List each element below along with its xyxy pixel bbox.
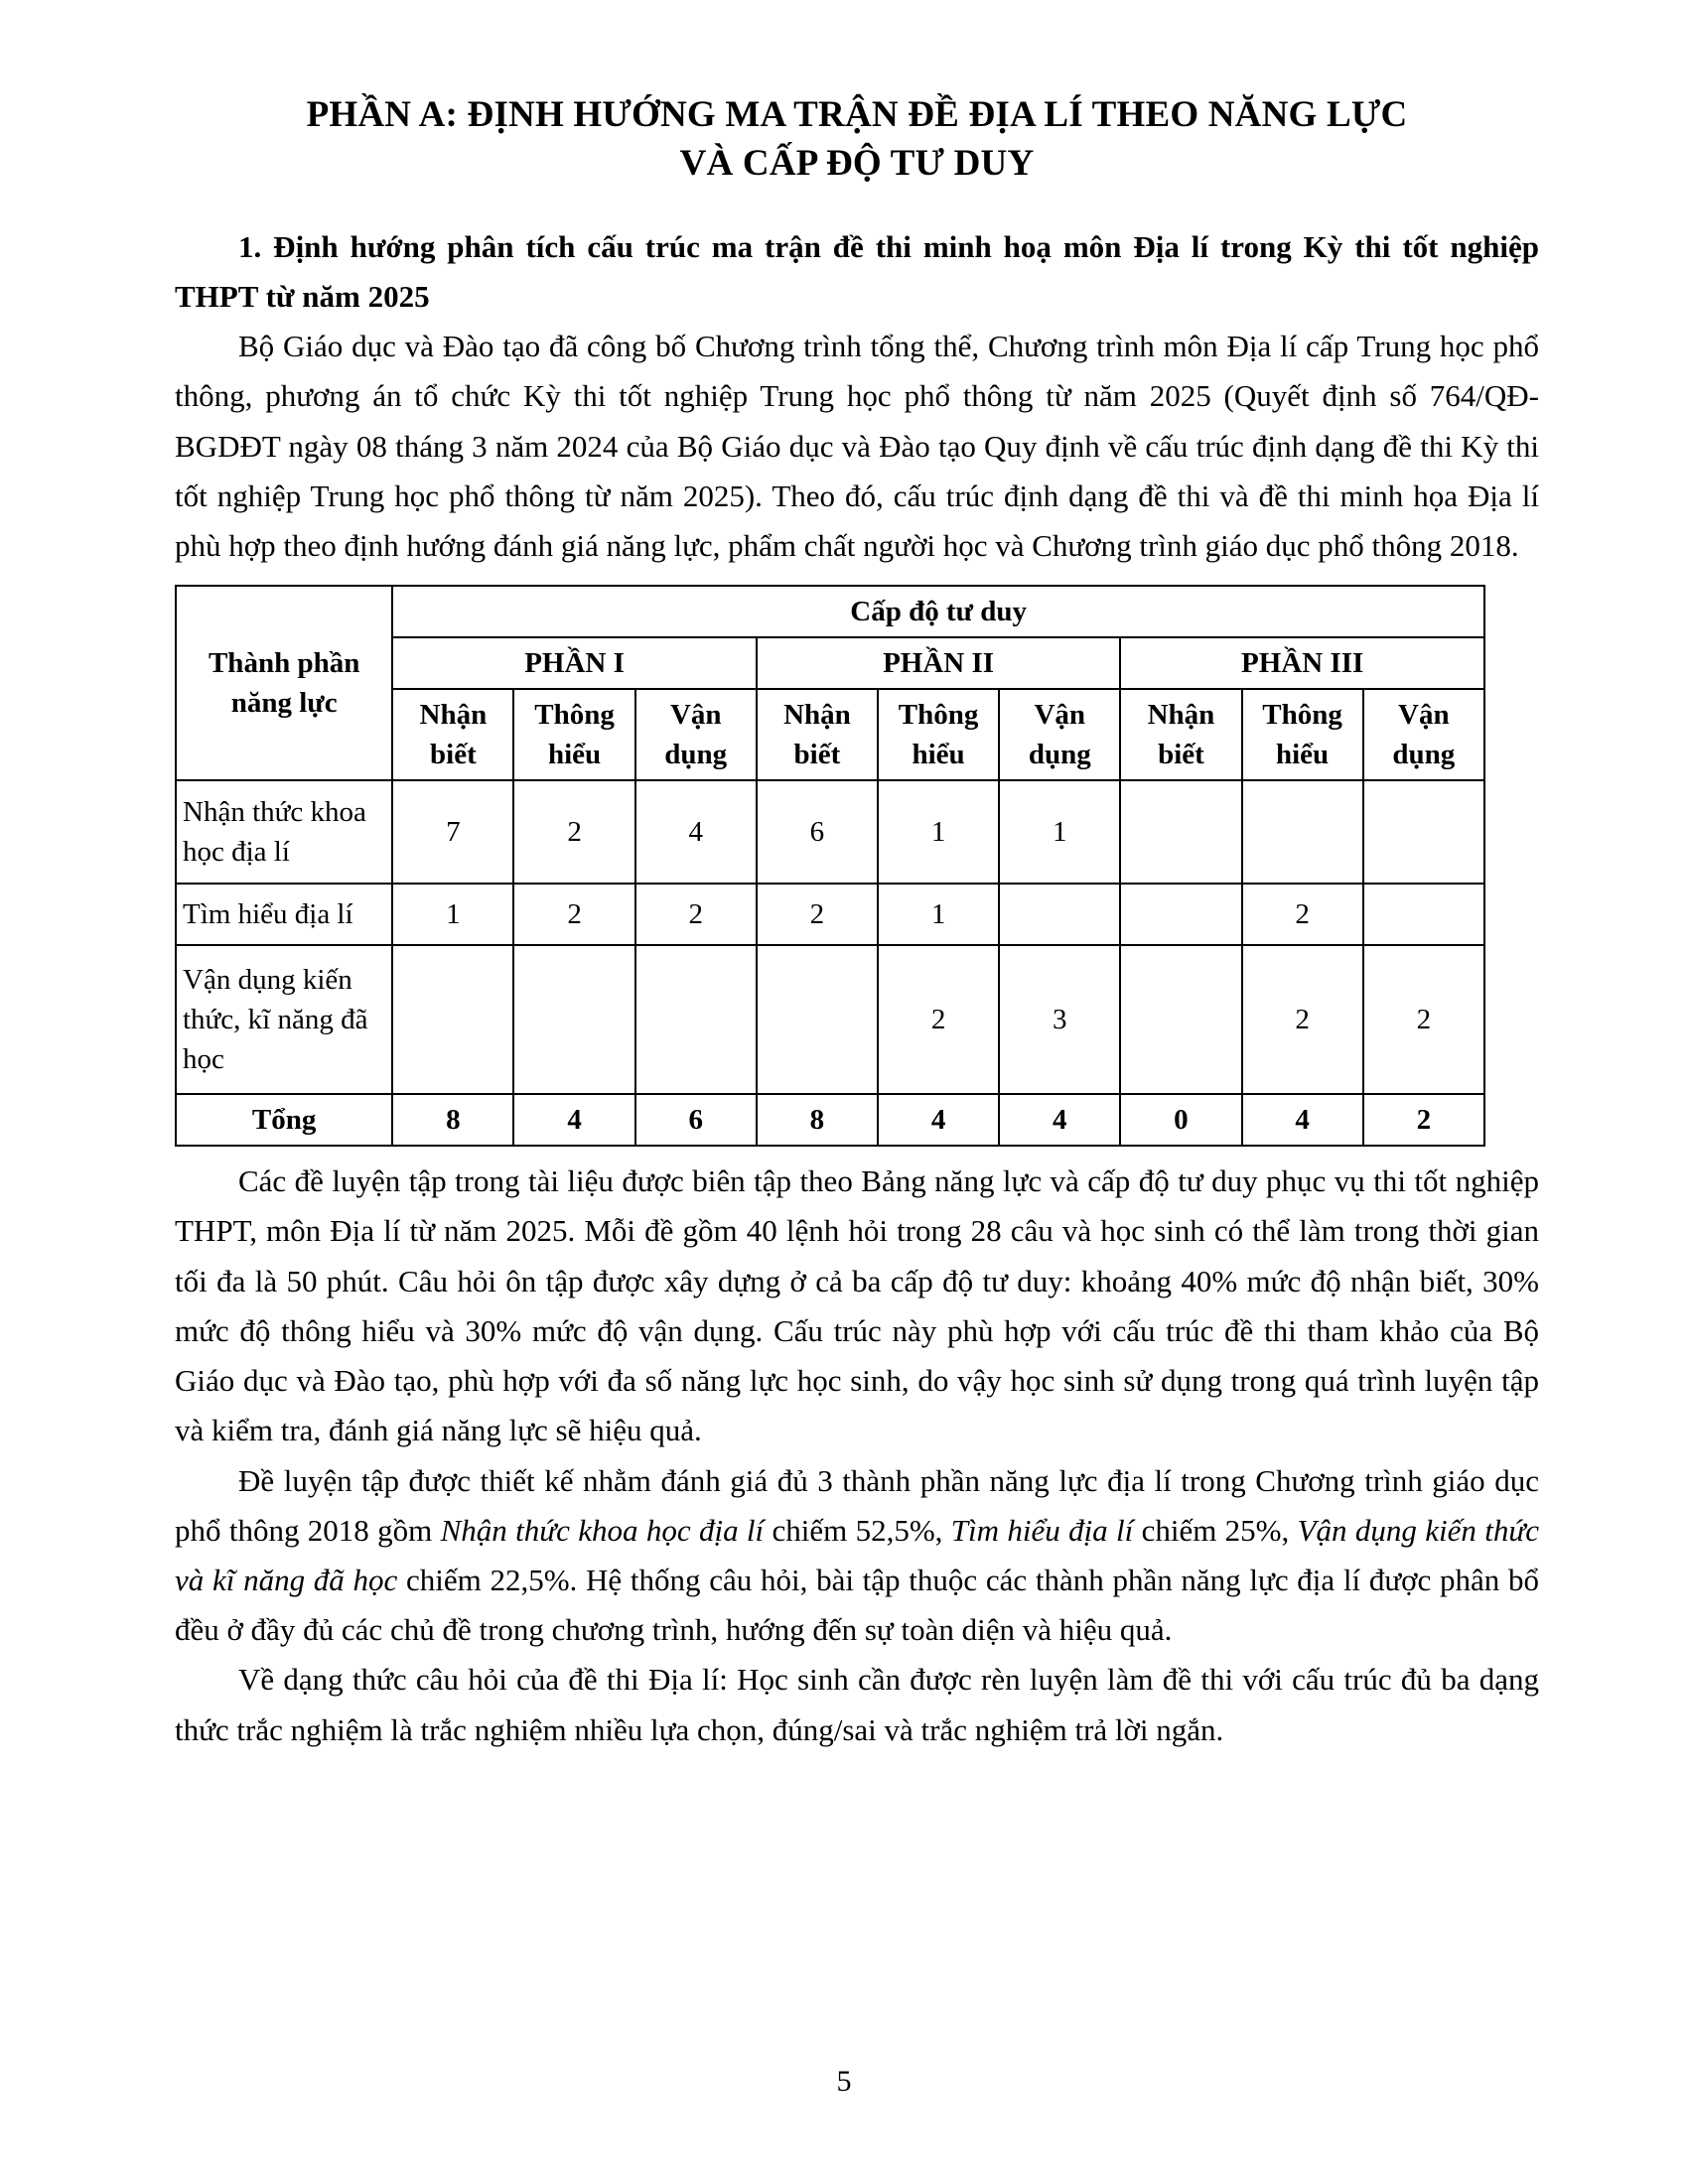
competency-text-3: chiếm 25%, [1133,1512,1298,1548]
table-cell: 2 [878,945,999,1094]
table-cell [757,945,878,1094]
table-row [176,884,1484,945]
table-cell: 2 [1242,945,1363,1094]
table-level-header-1: Nhận biết [392,689,513,780]
table-row-label: Tìm hiểu địa lí [176,884,392,945]
table-total-cell: 8 [392,1094,513,1146]
table-top-header: Cấp độ tư duy [392,586,1484,637]
table-cell: 2 [635,884,757,945]
table-row [176,780,1484,884]
table-total-cell: 4 [999,1094,1120,1146]
competency-emphasis-2: Tìm hiểu địa lí [950,1512,1134,1548]
page-number: 5 [836,2065,852,2098]
paragraph-after-table: Các đề luyện tập trong tài liệu được biên tập theo Bảng năng lực và cấp độ tư duy phục vụ thi tốt nghiệp THPT, môn Địa lí từ năm 2025. Mỗi đề gồm 40 lệnh hỏi trong 28 câu và học sinh có thể làm trong thời gian tối đa là 50 phút. Câu hỏi ôn tập được xây dựng ở cả ba cấp độ tư duy: khoảng 40% mức độ nhận biết, 30% mức độ thông hiểu và 30% mức độ vận dụng. Cấu trúc này phù hợp với cấu trúc đề thi tham khảo của Bộ Giáo dục và Đào tạo, phù hợp với đa số năng lực học sinh, do vậy học sinh sử dụng trong quá trình luyện tập và kiểm tra, đánh giá năng lực sẽ hiệu quả. [175,1163,1539,1448]
page-title-line-1: PHẦN A: ĐỊNH HƯỚNG MA TRẬN ĐỀ ĐỊA LÍ THEO NĂNG LỰC [306,94,1408,135]
table-cell: 1 [878,780,999,884]
table-total-cell: 8 [757,1094,878,1146]
table-body [176,780,1484,1146]
table-row [176,945,1484,1094]
table-level-header-5: Thông hiểu [878,689,999,780]
table-cell [635,945,757,1094]
competency-emphasis-3: Vận dụng kiến thức và kĩ năng đã học [175,1512,1539,1598]
table-row-label: Vận dụng kiến thức, kĩ năng đã học [176,945,392,1094]
page-title-line-2: VÀ CẤP ĐỘ TƯ DUY [679,142,1035,184]
table-level-header-7: Nhận biết [1120,689,1241,780]
table-level-header-9: Vận dụng [1363,689,1484,780]
table-level-header-2: Thông hiểu [513,689,634,780]
table-cell: 2 [1363,945,1484,1094]
table-level-header-4: Nhận biết [757,689,878,780]
table-total-cell: 6 [635,1094,757,1146]
table-level-header-3: Vận dụng [635,689,757,780]
table-row-label: Nhận thức khoa học địa lí [176,780,392,884]
table-cell [1363,884,1484,945]
table-total-cell: 4 [513,1094,634,1146]
table-cell: 2 [757,884,878,945]
table-total-label: Tổng [176,1094,392,1146]
table-cell: 6 [757,780,878,884]
table-total-cell: 4 [1242,1094,1363,1146]
table-cell: 3 [999,945,1120,1094]
table-total-cell: 2 [1363,1094,1484,1146]
table-cell [1120,780,1241,884]
paragraph-question-formats: Về dạng thức câu hỏi của đề thi Địa lí: Học sinh cần được rèn luyện làm đề thi với cấu trúc đủ ba dạng thức trắc nghiệm là trắc nghiệm nhiều lựa chọn, đúng/sai và trắc nghiệm trả lời ngắn. [175,1662,1539,1747]
table-corner-header: Thành phần năng lực [176,586,392,780]
table-cell [1363,780,1484,884]
competency-text-2: chiếm 52,5%, [764,1512,951,1548]
table-cell [1120,884,1241,945]
table-total-row [176,1094,1484,1146]
table-cell [999,884,1120,945]
paragraph-intro: Bộ Giáo dục và Đào tạo đã công bố Chương trình tổng thể, Chương trình môn Địa lí cấp Trung học phổ thông, phương án tổ chức Kỳ thi tốt nghiệp Trung học phổ thông từ năm 2025 (Quyết định số 764/QĐ-BGDĐT ngày 08 tháng 3 năm 2024 của Bộ Giáo dục và Đào tạo Quy định về cấu trúc định dạng đề thi Kỳ thi tốt nghiệp Trung học phổ thông từ năm 2025). Theo đó, cấu trúc định dạng đề thi và đề thi minh họa Địa lí phù hợp theo định hướng đánh giá năng lực, phẩm chất người học và Chương trình giáo dục phổ thông 2018. [175,329,1539,563]
competency-emphasis-1: Nhận thức khoa học địa lí [440,1512,765,1548]
table-level-header-8: Thông hiểu [1242,689,1363,780]
table-cell [392,945,513,1094]
table-cell: 2 [513,884,634,945]
table-cell: 7 [392,780,513,884]
table-cell [1242,780,1363,884]
table-cell [1120,945,1241,1094]
section-heading: 1. Định hướng phân tích cấu trúc ma trận đề thi minh hoạ môn Địa lí trong Kỳ thi tốt nghiệp THPT từ năm 2025 [175,228,1539,314]
table-cell: 2 [513,780,634,884]
competency-level-matrix-table [175,585,1485,1147]
table-part-header-2: PHẦN II [757,637,1121,689]
table-cell: 2 [1242,884,1363,945]
paragraph-competency-breakdown [175,1456,1539,1656]
table-cell: 4 [635,780,757,884]
table-cell [513,945,634,1094]
table-cell: 1 [999,780,1120,884]
page-title [175,91,1539,189]
table-total-cell: 4 [878,1094,999,1146]
competency-text-4: chiếm 22,5%. Hệ thống câu hỏi, bài tập thuộc các thành phần năng lực địa lí được phân bổ đều ở đầy đủ các chủ đề trong chương trình, hướng đến sự toàn diện và hiệu quả. [175,1563,1540,1648]
competency-text-1: Đề luyện tập được thiết kế nhằm đánh giá đủ 3 thành phần năng lực địa lí trong Chương trình giáo dục phổ thông 2018 gồm [175,1462,1539,1548]
table-total-cell: 0 [1120,1094,1241,1146]
table-part-header-1: PHẦN I [392,637,757,689]
table-header-row-top [176,586,1484,637]
table-level-header-6: Vận dụng [999,689,1120,780]
table-head [176,586,1484,780]
table-part-header-3: PHẦN III [1120,637,1484,689]
table-cell: 1 [878,884,999,945]
table-cell: 1 [392,884,513,945]
